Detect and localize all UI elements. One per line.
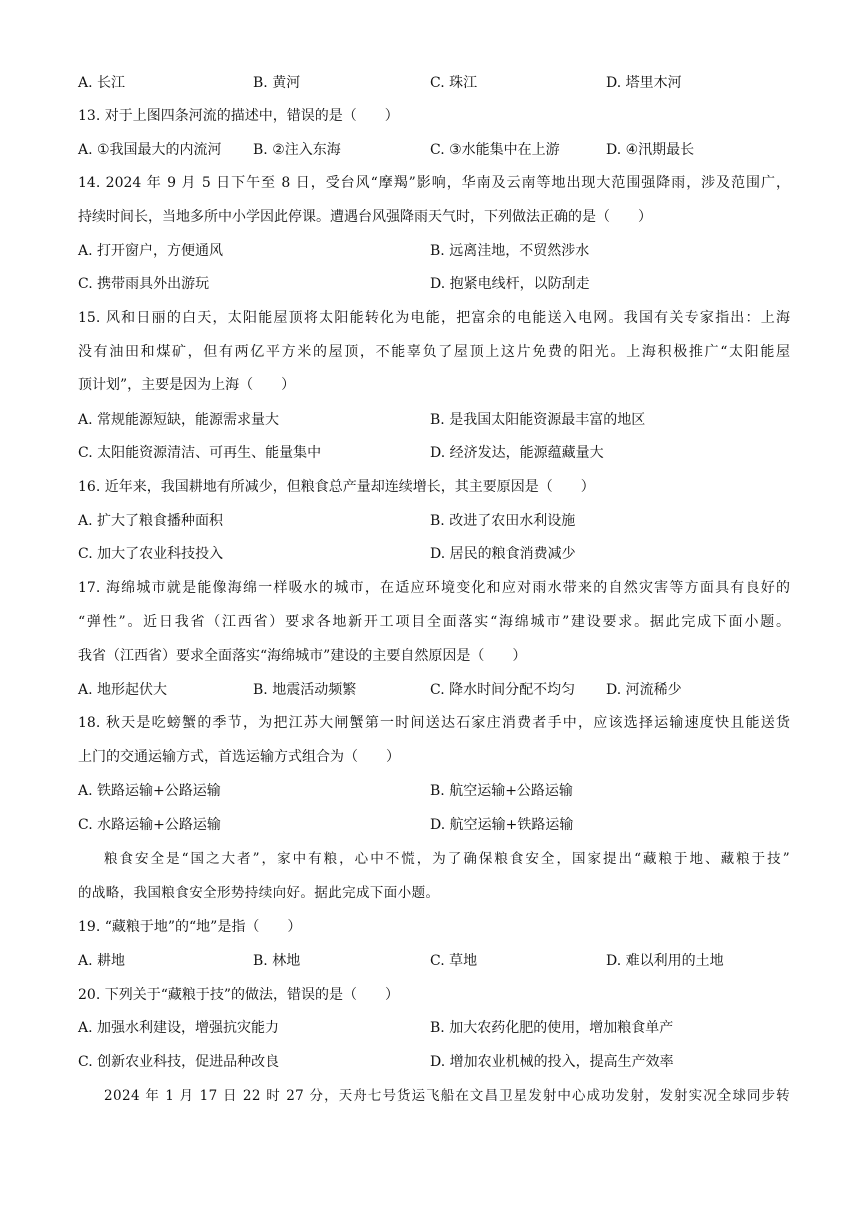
q18-option-a[interactable]: A. 铁路运输+公路运输	[78, 783, 221, 799]
q19-option-a[interactable]: A. 耕地	[78, 953, 126, 969]
q17-option-b[interactable]: B. 地震活动频繁	[253, 682, 357, 698]
q17-option-c[interactable]: C. 降水时间分配不均匀	[430, 682, 576, 698]
q14-option-a[interactable]: A. 打开窗户，方便通风	[78, 243, 224, 259]
q16-stem: 16. 近年来，我国耕地有所减少，但粮食总产量却连续增长，其主要原因是（ ）	[78, 479, 595, 495]
q20-option-c[interactable]: C. 创新农业科技，促进品种改良	[78, 1054, 280, 1070]
q18-options-row-1	[78, 780, 790, 802]
q14-stem-line-1: 14. 2024 年 9 月 5 日下午至 8 日，受台风“摩羯”影响，华南及云南等地出现大范围强降雨，涉及范围广，	[78, 175, 790, 191]
q17-stem-line-1: 17. 海绵城市就是能像海绵一样吸水的城市，在适应环境变化和应对雨水带来的自然灾害等方面具有良好的	[78, 580, 790, 596]
q18-option-c[interactable]: C. 水路运输+公路运输	[78, 817, 221, 833]
q18-options-row-2	[78, 814, 790, 836]
q13-options	[78, 139, 790, 161]
q15-option-c[interactable]: C. 太阳能资源清洁、可再生、能量集中	[78, 445, 322, 461]
q15-option-a[interactable]: A. 常规能源短缺，能源需求量大	[78, 412, 280, 428]
q12-option-c[interactable]: C. 珠江	[430, 75, 478, 91]
q20-option-d[interactable]: D. 增加农业机械的投入，提高生产效率	[430, 1054, 674, 1070]
q14-option-b[interactable]: B. 远离洼地，不贸然涉水	[430, 243, 590, 259]
material-1-line-1: 粮食安全是“国之大者”，家中有粮，心中不慌，为了确保粮食安全，国家提出“藏粮于地、藏粮于技”	[104, 851, 790, 867]
q13-option-a[interactable]: A. ①我国最大的内流河	[78, 142, 222, 158]
q15-option-d[interactable]: D. 经济发达，能源蕴藏量大	[430, 445, 604, 461]
q20-stem: 20. 下列关于“藏粮于技”的做法，错误的是（ ）	[78, 987, 400, 1003]
q19-options	[78, 950, 790, 972]
q20-option-a[interactable]: A. 加强水利建设，增强抗灾能力	[78, 1020, 280, 1036]
q19-option-d[interactable]: D. 难以利用的土地	[606, 953, 724, 969]
q17-option-d[interactable]: D. 河流稀少	[606, 682, 682, 698]
q14-options-row-2	[78, 273, 790, 295]
q16-option-c[interactable]: C. 加大了农业科技投入	[78, 546, 224, 562]
q15-stem-line-3: 顶计划”，主要是因为上海（ ）	[78, 377, 296, 393]
q20-options-row-1	[78, 1017, 790, 1039]
q17-options	[78, 679, 790, 701]
q13-option-c[interactable]: C. ③水能集中在上游	[430, 142, 560, 158]
q15-option-b[interactable]: B. 是我国太阳能资源最丰富的地区	[430, 412, 646, 428]
q16-option-d[interactable]: D. 居民的粮食消费减少	[430, 546, 576, 562]
q20-options-row-2	[78, 1051, 790, 1073]
q14-option-d[interactable]: D. 抱紧电线杆，以防刮走	[430, 276, 590, 292]
q12-options	[78, 72, 790, 94]
q15-options-row-1	[78, 409, 790, 431]
q19-option-c[interactable]: C. 草地	[430, 953, 478, 969]
q16-options-row-2	[78, 543, 790, 565]
q14-options-row-1	[78, 240, 790, 262]
q12-option-b[interactable]: B. 黄河	[253, 75, 301, 91]
q13-option-b[interactable]: B. ②注入东海	[253, 142, 341, 158]
q16-option-a[interactable]: A. 扩大了粮食播种面积	[78, 513, 224, 529]
q19-option-b[interactable]: B. 林地	[253, 953, 301, 969]
q18-option-b[interactable]: B. 航空运输+公路运输	[430, 783, 573, 799]
q12-option-d[interactable]: D. 塔里木河	[606, 75, 682, 91]
q16-options-row-1	[78, 510, 790, 532]
material-2-line-1: 2024 年 1 月 17 日 22 时 27 分，天舟七号货运飞船在文昌卫星发射中心成功发射，发射实况全球同步转	[104, 1088, 790, 1104]
q20-option-b[interactable]: B. 加大农药化肥的使用，增加粮食单产	[430, 1020, 674, 1036]
q13-option-d[interactable]: D. ④汛期最长	[606, 142, 695, 158]
q18-stem-line-1: 18. 秋天是吃螃蟹的季节，为把江苏大闸蟹第一时间送达石家庄消费者手中，应该选择运输速度快且能送货	[78, 715, 790, 731]
q17-option-a[interactable]: A. 地形起伏大	[78, 682, 168, 698]
material-1-line-2: 的战略，我国粮食安全形势持续向好。据此完成下面小题。	[78, 885, 440, 901]
q14-option-c[interactable]: C. 携带雨具外出游玩	[78, 276, 210, 292]
q14-stem-line-2: 持续时间长，当地多所中小学因此停课。遭遇台风强降雨天气时，下列做法正确的是（ ）	[78, 209, 652, 225]
q15-options-row-2	[78, 442, 790, 464]
q12-option-a[interactable]: A. 长江	[78, 75, 126, 91]
q18-stem-line-2: 上门的交通运输方式，首选运输方式组合为（ ）	[78, 749, 400, 765]
q15-stem-line-2: 没有油田和煤矿，但有两亿平方米的屋顶，不能辜负了屋顶上这片免费的阳光。上海积极推广“太阳能屋	[78, 344, 790, 360]
q18-option-d[interactable]: D. 航空运输+铁路运输	[430, 817, 574, 833]
q13-stem: 13. 对于上图四条河流的描述中，错误的是（ ）	[78, 108, 399, 124]
q16-option-b[interactable]: B. 改进了农田水利设施	[430, 513, 576, 529]
q19-stem: 19. “藏粮于地”的“地”是指（ ）	[78, 919, 302, 935]
q15-stem-line-1: 15. 风和日丽的白天，太阳能屋顶将太阳能转化为电能，把富余的电能送入电网。我国有关专家指出：上海	[78, 310, 790, 326]
q17-stem-line-2: “弹性”。近日我省（江西省）要求各地新开工项目全面落实“海绵城市”建设要求。据此完成下面小题。	[78, 614, 790, 630]
q17-stem-line-3: 我省（江西省）要求全面落实“海绵城市”建设的主要自然原因是（ ）	[78, 648, 527, 664]
